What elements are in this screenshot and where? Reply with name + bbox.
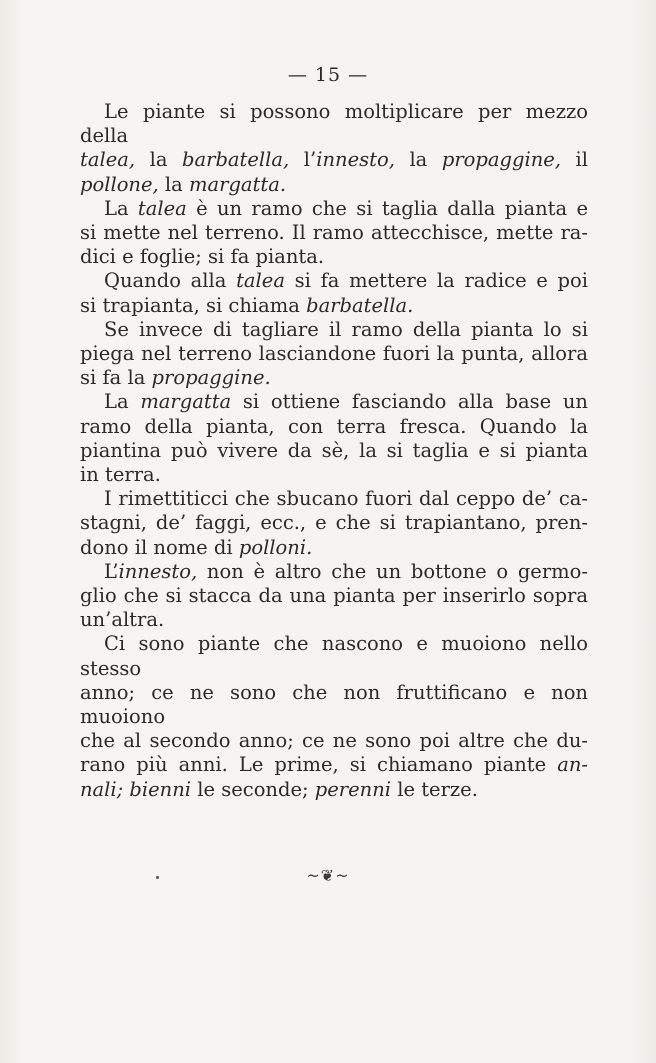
paragraph — [80, 487, 588, 560]
text-run: la — [158, 172, 189, 196]
text-line — [80, 463, 588, 487]
text-run: piega nel terreno lasciandone fuori la punta, allora — [80, 342, 588, 366]
italic-term: propaggine. — [151, 366, 271, 390]
text-run: si trapianta, si chiama — [80, 293, 307, 317]
text-run: I rimettiticci che sbucano fuori dal ceppo de’ ca- — [104, 487, 588, 511]
italic-term: barbatella, — [182, 148, 290, 172]
text-line — [80, 269, 588, 293]
text-run: rano più anni. Le prime, si chiamano piante — [80, 753, 558, 777]
text-run: Ci sono piante che nascono e muoiono nello stesso — [80, 632, 588, 680]
text-run: non è altro che un bottone o germo- — [197, 559, 588, 583]
ornament-fleuron: ~❦~ — [306, 866, 350, 885]
text-line — [80, 318, 588, 342]
text-run: si fa mettere la radice e poi — [284, 269, 588, 293]
paragraph — [80, 100, 588, 197]
text-line — [80, 681, 588, 729]
text-run: Le piante si possono moltiplicare per mezzo della — [80, 100, 588, 148]
text-line — [80, 390, 588, 414]
text-line — [80, 753, 588, 777]
text-line — [80, 729, 588, 753]
italic-term: an- — [557, 753, 588, 777]
text-line — [80, 173, 588, 197]
text-run: si fa la — [80, 366, 152, 390]
text-line — [80, 366, 588, 390]
italic-term: innesto, — [118, 559, 198, 583]
paragraph — [80, 197, 588, 270]
text-line — [80, 608, 588, 632]
italic-term: innesto, — [316, 148, 395, 172]
italic-term: talea — [137, 196, 187, 220]
text-run: piantina può vivere da sè, la si taglia e si pianta — [80, 438, 588, 462]
text-line — [80, 778, 588, 802]
text-run: dono il nome di — [80, 535, 239, 559]
italic-term: margatta. — [189, 172, 287, 196]
text-run: La — [104, 390, 141, 414]
paragraph — [80, 560, 588, 633]
text-run: Quando alla — [104, 269, 237, 293]
text-run: dici e foglie; si fa pianta. — [80, 245, 325, 269]
text-line — [80, 439, 588, 463]
text-line — [80, 511, 588, 535]
text-run: Se invece di tagliare il ramo della pianta lo si — [104, 317, 588, 341]
text-run: ramo della pianta, con terra fresca. Quando la — [80, 414, 588, 438]
text-run: La — [104, 196, 138, 220]
paragraph — [80, 269, 588, 317]
text-line — [80, 536, 588, 560]
text-run: si ottiene fasciando alla base un — [231, 390, 588, 414]
text-line — [80, 632, 588, 680]
italic-term: talea — [236, 269, 285, 293]
text-line — [80, 148, 588, 172]
italic-term: polloni. — [238, 535, 313, 559]
italic-term: propaggine, — [441, 148, 561, 172]
text-line — [80, 245, 588, 269]
page-number: — 15 — — [287, 64, 369, 86]
text-run: la — [394, 148, 442, 172]
text-run: anno; ce ne sono che non fruttificano e non muoiono — [80, 680, 588, 729]
paragraph — [80, 318, 588, 391]
text-run: l’ — [289, 148, 317, 172]
text-line — [80, 294, 588, 318]
paragraph — [80, 632, 588, 801]
italic-term: talea, — [80, 148, 136, 172]
text-run: un’altra. — [80, 608, 165, 632]
italic-term: margatta — [140, 390, 232, 414]
italic-term: barbatella. — [306, 293, 414, 317]
text-run: si mette nel terreno. Il ramo attecchisce, mette ra- — [80, 221, 588, 245]
body-text — [80, 100, 588, 802]
text-run: la — [135, 148, 183, 172]
text-line — [80, 221, 588, 245]
text-line — [80, 487, 588, 511]
text-line — [80, 342, 588, 366]
text-line — [80, 100, 588, 148]
text-run: che al secondo anno; ce ne sono poi altre che du- — [80, 729, 588, 753]
text-line — [80, 584, 588, 608]
text-line — [80, 197, 588, 221]
text-run: L’ — [104, 559, 119, 583]
italic-term: perenni — [314, 777, 392, 801]
text-run: il — [561, 148, 589, 172]
text-line — [80, 415, 588, 439]
text-run: in terra. — [80, 463, 161, 487]
text-run: le terze. — [391, 777, 478, 801]
text-run: le seconde; — [191, 777, 315, 801]
text-run: è un ramo che si taglia dalla pianta e — [186, 196, 588, 220]
text-line — [80, 560, 588, 584]
paragraph — [80, 390, 588, 487]
italic-term: nali; bienni — [80, 777, 192, 801]
text-run: glio che si stacca da una pianta per inserirlo sopra — [80, 584, 588, 608]
text-run: stagni, de’ faggi, ecc., e che si trapiantano, pren- — [80, 511, 588, 535]
italic-term: pollone, — [80, 172, 159, 196]
